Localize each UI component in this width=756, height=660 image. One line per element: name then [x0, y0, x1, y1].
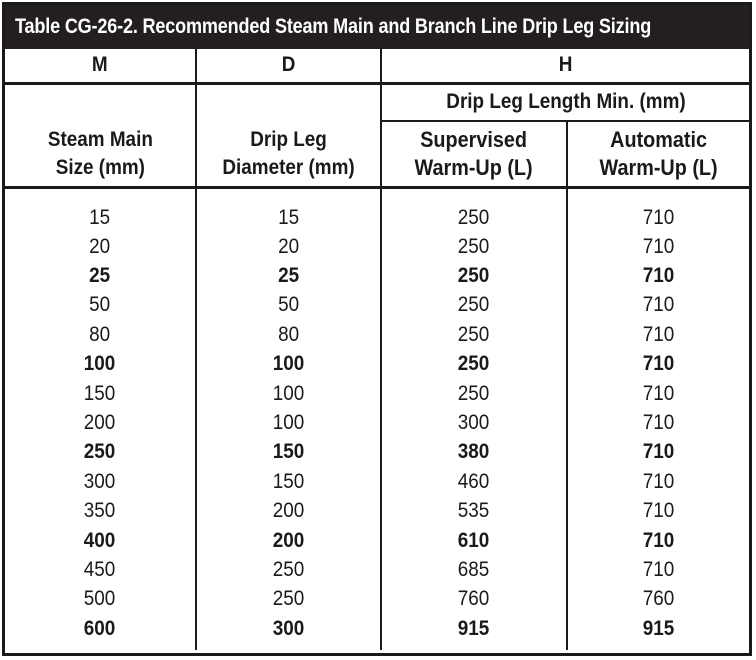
letter-row [5, 49, 749, 83]
cell-drip-leg-diameter: 200 [196, 496, 381, 525]
cell-drip-leg-diameter: 100 [196, 408, 381, 437]
cell-drip-leg-diameter: 100 [196, 349, 381, 378]
cell-supervised-length: 380 [381, 437, 567, 466]
cell-drip-leg-diameter: 100 [196, 378, 381, 407]
cell-automatic-length: 710 [567, 320, 749, 349]
header-drip-leg-diameter: Drip Leg Diameter (mm) [196, 83, 381, 187]
cell-steam-main-size: 100 [84, 352, 116, 376]
cell-drip-leg-diameter: 15 [196, 187, 381, 232]
cell-supervised-length: 460 [381, 467, 567, 496]
table-row [5, 584, 749, 613]
drip-leg-sizing-table [5, 49, 749, 650]
cell-drip-leg-diameter: 150 [196, 467, 381, 496]
cell-steam-main-size: 150 [84, 381, 116, 405]
table-row [5, 290, 749, 319]
cell-steam-main-size: 450 [84, 557, 116, 581]
table-row [5, 496, 749, 525]
table-row [5, 261, 749, 290]
table-frame [2, 2, 752, 656]
cell-drip-leg-diameter: 250 [196, 584, 381, 613]
table-row [5, 378, 749, 407]
letter-h: H [381, 49, 749, 83]
cell-drip-leg-diameter: 200 [196, 525, 381, 554]
header-steam-main-size: Steam Main Size (mm) [5, 83, 196, 187]
cell-automatic-length: 710 [567, 232, 749, 261]
cell-steam-main-size: 200 [84, 411, 116, 435]
cell-drip-leg-diameter: 20 [196, 232, 381, 261]
cell-automatic-length: 710 [567, 437, 749, 466]
cell-steam-main-size: 50 [89, 293, 111, 317]
cell-steam-main-size: 350 [84, 499, 116, 523]
cell-supervised-length: 610 [381, 525, 567, 554]
cell-steam-main-size: 250 [84, 440, 116, 464]
table-title-bar [5, 5, 749, 49]
cell-supervised-length: 250 [381, 290, 567, 319]
table-row [5, 614, 749, 650]
cell-automatic-length: 710 [567, 349, 749, 378]
cell-supervised-length: 760 [381, 584, 567, 613]
table-row [5, 349, 749, 378]
table-row [5, 408, 749, 437]
cell-drip-leg-diameter: 300 [196, 614, 381, 650]
cell-supervised-length: 685 [381, 555, 567, 584]
cell-steam-main-size: 400 [84, 528, 116, 552]
cell-drip-leg-diameter: 50 [196, 290, 381, 319]
table-row [5, 232, 749, 261]
cell-supervised-length: 250 [381, 187, 567, 232]
cell-supervised-length: 915 [381, 614, 567, 650]
cell-drip-leg-diameter: 250 [196, 555, 381, 584]
cell-automatic-length: 710 [567, 408, 749, 437]
cell-steam-main-size: 80 [89, 322, 111, 346]
cell-steam-main-size: 600 [84, 616, 116, 640]
cell-supervised-length: 250 [381, 261, 567, 290]
cell-steam-main-size: 500 [84, 587, 116, 611]
letter-m: M [5, 49, 196, 83]
cell-supervised-length: 250 [381, 349, 567, 378]
cell-supervised-length: 250 [381, 232, 567, 261]
cell-automatic-length: 710 [567, 467, 749, 496]
cell-supervised-length: 300 [381, 408, 567, 437]
cell-supervised-length: 250 [381, 378, 567, 407]
table-row [5, 525, 749, 554]
cell-automatic-length: 710 [567, 525, 749, 554]
cell-steam-main-size: 300 [84, 469, 116, 493]
cell-automatic-length: 710 [567, 187, 749, 232]
cell-steam-main-size: 15 [89, 205, 111, 229]
cell-drip-leg-diameter: 25 [196, 261, 381, 290]
cell-automatic-length: 915 [567, 614, 749, 650]
cell-drip-leg-diameter: 80 [196, 320, 381, 349]
table-row [5, 467, 749, 496]
cell-steam-main-size: 25 [89, 264, 111, 288]
table-row [5, 320, 749, 349]
header-automatic-warm-up: Automatic Warm-Up (L) [567, 121, 749, 187]
cell-automatic-length: 710 [567, 496, 749, 525]
cell-supervised-length: 250 [381, 320, 567, 349]
cell-automatic-length: 710 [567, 378, 749, 407]
cell-supervised-length: 535 [381, 496, 567, 525]
letter-d: D [196, 49, 381, 83]
table-title: Table CG-26-2. Recommended Steam Main and Branch Line Drip Leg Sizing [15, 15, 652, 38]
cell-automatic-length: 710 [567, 261, 749, 290]
cell-automatic-length: 710 [567, 290, 749, 319]
cell-automatic-length: 760 [567, 584, 749, 613]
header-drip-leg-length-group: Drip Leg Length Min. (mm) [381, 83, 749, 121]
header-row-group [5, 83, 749, 121]
table-body [5, 187, 749, 650]
header-supervised-warm-up: Supervised Warm-Up (L) [381, 121, 567, 187]
cell-automatic-length: 710 [567, 555, 749, 584]
cell-drip-leg-diameter: 150 [196, 437, 381, 466]
table-row [5, 437, 749, 466]
table-row [5, 555, 749, 584]
table-row [5, 187, 749, 232]
cell-steam-main-size: 20 [89, 234, 111, 258]
